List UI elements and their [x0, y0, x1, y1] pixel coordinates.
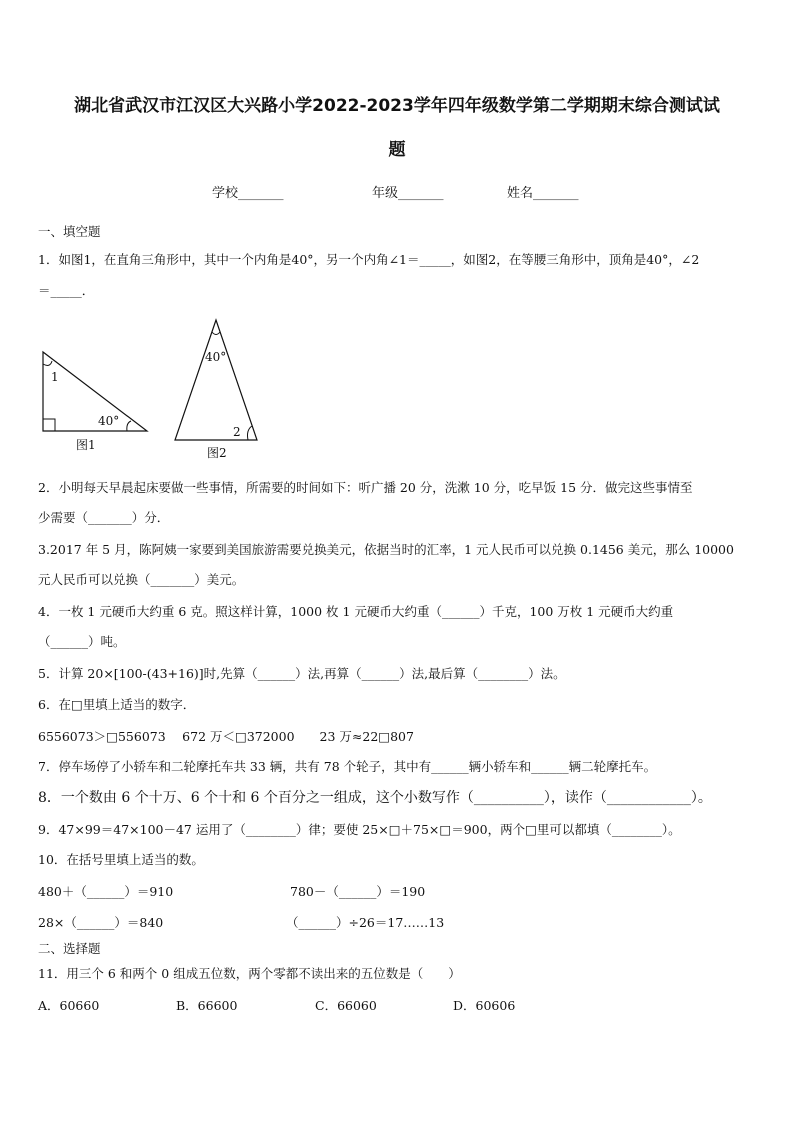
question-6-line-2: 6556073＞□556073 672 万＜□372000 23 万≈22□807: [38, 729, 414, 744]
fig1-angle-40-label: 40°: [98, 414, 120, 428]
isosceles-triangle-shape: [175, 320, 257, 440]
fig2-caption: 图2: [207, 446, 227, 460]
fig2-angle-2-label: 2: [233, 425, 241, 439]
angle-40-arc-fig2: [212, 332, 220, 335]
angle-40-arc-fig1: [127, 421, 131, 431]
question-10-d: （______）÷26＝17……13: [286, 915, 445, 930]
question-10-title: 10．在括号里填上适当的数。: [38, 852, 204, 867]
question-10-b: 780－（______）＝190: [290, 884, 426, 899]
triangle-figures: [30, 312, 270, 462]
school-field: 学校_______: [212, 186, 284, 201]
section-choice-heading: 二、选择题: [38, 941, 101, 956]
question-8: 8．一个数由 6 个十万、6 个十和 6 个百分之一组成，这个小数写作（__________），读作（____________）。: [38, 790, 712, 806]
question-11-option-a: A．60660: [38, 998, 100, 1013]
fig1-angle-1-label: 1: [51, 370, 59, 384]
grade-field: 年级_______: [372, 186, 444, 201]
question-10-a: 480＋（______）＝910: [38, 884, 174, 899]
question-10-c: 28×（______）＝840: [38, 915, 164, 930]
question-5: 5．计算 20×[100-(43+16)]时,先算（______）法,再算（______）法,最后算（________）法。: [38, 666, 566, 681]
question-3-line-1: 3.2017 年 5 月，陈阿姨一家要到美国旅游需要兑换美元，依据当时的汇率，1 元人民币可以兑换 0.1456 美元，那么 10000: [38, 542, 734, 557]
angle-1-arc: [43, 361, 52, 365]
question-3-line-2: 元人民币可以兑换（_______）美元。: [38, 572, 245, 587]
question-1-line-2: ＝_____．: [38, 283, 95, 298]
angle-2-arc: [248, 426, 253, 440]
question-9: 9．47×99＝47×100－47 运用了（________）律；要使 25×□＋75×□＝900，两个□里可以都填（________）。: [38, 822, 681, 837]
section-fill-blank-heading: 一、填空题: [38, 224, 101, 239]
title-line-2: 题: [388, 140, 406, 160]
question-4-line-1: 4．一枚 1 元硬币大约重 6 克。照这样计算，1000 枚 1 元硬币大约重（______）千克，100 万枚 1 元硬币大约重: [38, 604, 674, 619]
question-2-line-1: 2．小明每天早晨起床要做一些事情，所需要的时间如下：听广播 20 分，洗漱 10 分，吃早饭 15 分．做完这些事情至: [38, 480, 693, 495]
fig2-angle-40-label: 40°: [205, 350, 227, 364]
question-7: 7．停车场停了小轿车和二轮摩托车共 33 辆，共有 78 个轮子，其中有______辆小轿车和______辆二轮摩托车。: [38, 759, 657, 774]
right-triangle-shape: [43, 352, 147, 431]
name-field: 姓名_______: [507, 186, 579, 201]
question-2-line-2: 少需要（_______）分．: [38, 510, 170, 525]
question-11-option-d: D．60606: [453, 998, 516, 1013]
question-11-option-b: B．66600: [176, 998, 238, 1013]
question-1-line-1: 1．如图1，在直角三角形中，其中一个内角是40°，另一个内角∠1＝_____，如图2，在等腰三角形中，顶角是40°，∠2: [38, 252, 700, 267]
title-line-1: 湖北省武汉市江汉区大兴路小学2022-2023学年四年级数学第二学期期末综合测试试: [74, 96, 720, 116]
document-title: [40, 84, 754, 172]
right-angle-mark: [43, 419, 55, 431]
question-6-line-1: 6．在□里填上适当的数字．: [38, 697, 196, 712]
question-11-option-c: C．66060: [315, 998, 377, 1013]
question-11: 11．用三个 6 和两个 0 组成五位数，两个零都不读出来的五位数是（ ）: [38, 966, 461, 981]
question-4-line-2: （______）吨。: [38, 634, 126, 649]
fig1-caption: 图1: [76, 438, 96, 452]
